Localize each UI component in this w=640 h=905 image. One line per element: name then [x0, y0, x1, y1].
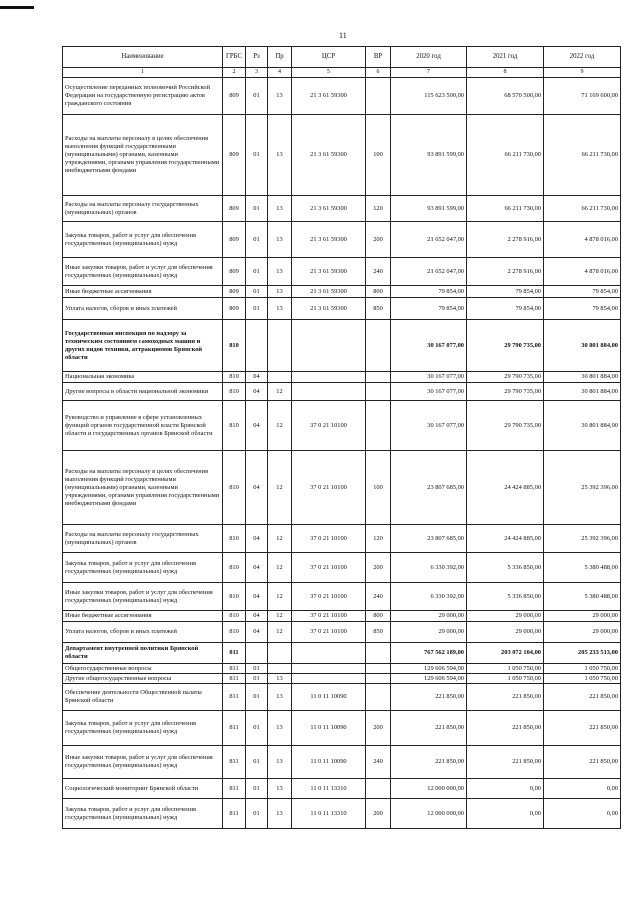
- vr-cell: 240: [366, 258, 391, 286]
- amount-2020-cell: 30 167 077,00: [391, 401, 467, 451]
- amount-2022-cell: 25 392 396,00: [544, 451, 621, 525]
- csr-cell: 37 0 21 10100: [292, 451, 366, 525]
- vr-cell: [366, 779, 391, 799]
- csr-cell: 21 3 61 59300: [292, 115, 366, 196]
- amount-2020-cell: 129 606 594,00: [391, 664, 467, 674]
- row-name-cell: Расходы на выплаты персоналу в целях обеспечения выполнения функций государственными (муниципальными) органами, казенными учреждениями, органами управления государственными внебюджетными фондами: [63, 115, 223, 196]
- table-row: [63, 674, 621, 684]
- csr-cell: 11 0 11 10090: [292, 746, 366, 779]
- vr-cell: 100: [366, 115, 391, 196]
- header-cell: Рз: [246, 47, 268, 68]
- amount-2022-cell: 25 392 396,00: [544, 525, 621, 553]
- rz-cell: 04: [246, 372, 268, 383]
- amount-2022-cell: 30 801 884,00: [544, 383, 621, 401]
- header-cell: Пр: [268, 47, 292, 68]
- rz-cell: 01: [246, 258, 268, 286]
- rz-cell: 04: [246, 383, 268, 401]
- table-row: [63, 196, 621, 222]
- rz-cell: 01: [246, 664, 268, 674]
- amount-2021-cell: 1 050 750,00: [467, 664, 544, 674]
- grbs-cell: 810: [223, 372, 246, 383]
- csr-cell: 21 3 61 59300: [292, 196, 366, 222]
- amount-2020-cell: 221 850,00: [391, 711, 467, 746]
- grbs-cell: 810: [223, 525, 246, 553]
- pr-cell: [268, 320, 292, 372]
- grbs-cell: 811: [223, 674, 246, 684]
- table-row: [63, 622, 621, 643]
- row-name-cell: Другие вопросы в области национальной экономики: [63, 383, 223, 401]
- column-index-row: [63, 68, 621, 78]
- vr-cell: 120: [366, 525, 391, 553]
- row-name-cell: Осуществление переданных полномочий Российской Федерации на государственную регистрацию актов гражданского состояния: [63, 78, 223, 115]
- amount-2022-cell: 205 233 513,00: [544, 643, 621, 664]
- amount-2022-cell: 221 850,00: [544, 746, 621, 779]
- amount-2020-cell: 6 330 392,00: [391, 553, 467, 583]
- amount-2022-cell: 66 211 730,00: [544, 115, 621, 196]
- row-name-cell: Закупка товаров, работ и услуг для обеспечения государственных (муниципальных) нужд: [63, 222, 223, 258]
- pr-cell: 12: [268, 525, 292, 553]
- amount-2021-cell: 29 790 735,00: [467, 383, 544, 401]
- csr-cell: 21 3 61 59300: [292, 222, 366, 258]
- row-name-cell: Иные бюджетные ассигнования: [63, 611, 223, 622]
- amount-2022-cell: 221 850,00: [544, 711, 621, 746]
- row-name-cell: Обеспечение деятельности Общественной палаты Брянской области: [63, 684, 223, 711]
- grbs-cell: 811: [223, 664, 246, 674]
- amount-2021-cell: 5 336 850,00: [467, 583, 544, 611]
- pr-cell: [268, 664, 292, 674]
- csr-cell: 11 0 11 13310: [292, 779, 366, 799]
- amount-2021-cell: 29 790 735,00: [467, 372, 544, 383]
- grbs-cell: 809: [223, 196, 246, 222]
- csr-cell: 21 3 61 59300: [292, 78, 366, 115]
- table-row: [63, 611, 621, 622]
- amount-2022-cell: 5 380 488,00: [544, 553, 621, 583]
- pr-cell: 12: [268, 583, 292, 611]
- rz-cell: 01: [246, 298, 268, 320]
- amount-2022-cell: 4 878 016,00: [544, 258, 621, 286]
- vr-cell: [366, 664, 391, 674]
- row-name-cell: Уплата налогов, сборов и иных платежей: [63, 622, 223, 643]
- header-cell: 2022 год: [544, 47, 621, 68]
- amount-2021-cell: 203 072 104,00: [467, 643, 544, 664]
- row-name-cell: Закупка товаров, работ и услуг для обеспечения государственных (муниципальных) нужд: [63, 711, 223, 746]
- amount-2021-cell: 2 278 916,00: [467, 258, 544, 286]
- csr-cell: 21 3 61 59300: [292, 286, 366, 298]
- index-cell: 2: [223, 68, 246, 78]
- amount-2021-cell: 79 854,00: [467, 298, 544, 320]
- grbs-cell: 811: [223, 799, 246, 829]
- vr-cell: [366, 320, 391, 372]
- row-name-cell: Национальная экономика: [63, 372, 223, 383]
- amount-2020-cell: 79 854,00: [391, 298, 467, 320]
- grbs-cell: 810: [223, 622, 246, 643]
- amount-2022-cell: 66 211 730,00: [544, 196, 621, 222]
- vr-cell: 200: [366, 799, 391, 829]
- row-name-cell: Иные бюджетные ассигнования: [63, 286, 223, 298]
- table-row: [63, 664, 621, 674]
- rz-cell: 04: [246, 401, 268, 451]
- rz-cell: 04: [246, 611, 268, 622]
- pr-cell: 13: [268, 298, 292, 320]
- pr-cell: 13: [268, 684, 292, 711]
- csr-cell: 11 0 11 13310: [292, 799, 366, 829]
- amount-2021-cell: 221 850,00: [467, 711, 544, 746]
- grbs-cell: 809: [223, 115, 246, 196]
- amount-2020-cell: 6 330 392,00: [391, 583, 467, 611]
- csr-cell: 11 0 11 10090: [292, 711, 366, 746]
- amount-2021-cell: 221 850,00: [467, 684, 544, 711]
- pr-cell: 13: [268, 711, 292, 746]
- table-row: [63, 779, 621, 799]
- vr-cell: 200: [366, 553, 391, 583]
- pr-cell: 13: [268, 258, 292, 286]
- amount-2021-cell: 66 211 730,00: [467, 196, 544, 222]
- index-cell: 6: [366, 68, 391, 78]
- pr-cell: 12: [268, 401, 292, 451]
- row-name-cell: Расходы на выплаты персоналу государственных (муниципальных) органов: [63, 196, 223, 222]
- table-row: [63, 115, 621, 196]
- amount-2020-cell: 767 562 189,00: [391, 643, 467, 664]
- row-name-cell: Расходы на выплаты персоналу государственных (муниципальных) органов: [63, 525, 223, 553]
- row-name-cell: Департамент внутренней политики Брянской области: [63, 643, 223, 664]
- amount-2022-cell: 29 000,00: [544, 611, 621, 622]
- row-name-cell: Другие общегосударственные вопросы: [63, 674, 223, 684]
- index-cell: 8: [467, 68, 544, 78]
- vr-cell: [366, 401, 391, 451]
- table-row: [63, 78, 621, 115]
- row-name-cell: Иные закупки товаров, работ и услуг для обеспечения государственных (муниципальных) нужд: [63, 583, 223, 611]
- rz-cell: 04: [246, 525, 268, 553]
- amount-2021-cell: 2 278 916,00: [467, 222, 544, 258]
- amount-2020-cell: 221 850,00: [391, 746, 467, 779]
- pr-cell: 12: [268, 622, 292, 643]
- amount-2020-cell: 29 000,00: [391, 611, 467, 622]
- amount-2021-cell: 79 854,00: [467, 286, 544, 298]
- index-cell: 5: [292, 68, 366, 78]
- pr-cell: 13: [268, 196, 292, 222]
- row-name-cell: Иные закупки товаров, работ и услуг для обеспечения государственных (муниципальных) нужд: [63, 258, 223, 286]
- amount-2022-cell: 71 169 600,00: [544, 78, 621, 115]
- amount-2021-cell: 24 424 885,00: [467, 451, 544, 525]
- table-row: [63, 583, 621, 611]
- rz-cell: 01: [246, 799, 268, 829]
- amount-2021-cell: 29 000,00: [467, 611, 544, 622]
- amount-2022-cell: 29 000,00: [544, 622, 621, 643]
- grbs-cell: 810: [223, 383, 246, 401]
- table-row: [63, 258, 621, 286]
- amount-2021-cell: 66 211 730,00: [467, 115, 544, 196]
- grbs-cell: 809: [223, 286, 246, 298]
- table-row: [63, 643, 621, 664]
- table-row: [63, 320, 621, 372]
- amount-2020-cell: 12 000 000,00: [391, 779, 467, 799]
- vr-cell: [366, 643, 391, 664]
- vr-cell: [366, 372, 391, 383]
- pr-cell: 13: [268, 779, 292, 799]
- amount-2022-cell: 30 801 884,00: [544, 401, 621, 451]
- csr-cell: 37 0 21 10100: [292, 622, 366, 643]
- pr-cell: 13: [268, 799, 292, 829]
- amount-2022-cell: 79 854,00: [544, 298, 621, 320]
- rz-cell: 01: [246, 674, 268, 684]
- grbs-cell: 810: [223, 553, 246, 583]
- amount-2022-cell: 30 801 884,00: [544, 372, 621, 383]
- amount-2022-cell: 0,00: [544, 799, 621, 829]
- vr-cell: 120: [366, 196, 391, 222]
- pr-cell: 13: [268, 115, 292, 196]
- pr-cell: 12: [268, 383, 292, 401]
- csr-cell: [292, 664, 366, 674]
- table-row: [63, 401, 621, 451]
- pr-cell: 13: [268, 674, 292, 684]
- amount-2021-cell: 221 850,00: [467, 746, 544, 779]
- pr-cell: [268, 643, 292, 664]
- index-cell: 1: [63, 68, 223, 78]
- table-row: [63, 298, 621, 320]
- amount-2022-cell: 30 801 884,00: [544, 320, 621, 372]
- vr-cell: 240: [366, 583, 391, 611]
- csr-cell: 37 0 21 10100: [292, 401, 366, 451]
- row-name-cell: Социологический мониторинг Брянской области: [63, 779, 223, 799]
- amount-2022-cell: 0,00: [544, 779, 621, 799]
- amount-2020-cell: 29 000,00: [391, 622, 467, 643]
- csr-cell: [292, 372, 366, 383]
- grbs-cell: 809: [223, 298, 246, 320]
- rz-cell: 04: [246, 553, 268, 583]
- amount-2020-cell: 12 000 000,00: [391, 799, 467, 829]
- amount-2022-cell: 79 854,00: [544, 286, 621, 298]
- amount-2021-cell: 29 000,00: [467, 622, 544, 643]
- amount-2020-cell: 79 854,00: [391, 286, 467, 298]
- rz-cell: [246, 320, 268, 372]
- grbs-cell: 810: [223, 451, 246, 525]
- grbs-cell: 809: [223, 78, 246, 115]
- grbs-cell: 811: [223, 643, 246, 664]
- scan-edge-mark: [0, 6, 34, 9]
- csr-cell: [292, 643, 366, 664]
- pr-cell: [268, 372, 292, 383]
- vr-cell: 800: [366, 611, 391, 622]
- amount-2020-cell: 30 167 077,00: [391, 372, 467, 383]
- row-name-cell: Расходы на выплаты персоналу в целях обеспечения выполнения функций государственными (муниципальными) органами, казенными учреждениями, органами управления государственными внебюджетными фондами: [63, 451, 223, 525]
- page-number: 11: [339, 31, 347, 40]
- vr-cell: 850: [366, 622, 391, 643]
- grbs-cell: 810: [223, 401, 246, 451]
- grbs-cell: 811: [223, 746, 246, 779]
- pr-cell: 12: [268, 611, 292, 622]
- index-cell: 7: [391, 68, 467, 78]
- table-row: [63, 372, 621, 383]
- table-body: [63, 78, 621, 829]
- header-cell: ЦСР: [292, 47, 366, 68]
- rz-cell: 01: [246, 286, 268, 298]
- vr-cell: [366, 684, 391, 711]
- amount-2020-cell: 23 807 685,00: [391, 525, 467, 553]
- row-name-cell: Закупка товаров, работ и услуг для обеспечения государственных (муниципальных) нужд: [63, 799, 223, 829]
- amount-2021-cell: 24 424 885,00: [467, 525, 544, 553]
- amount-2020-cell: 23 807 685,00: [391, 451, 467, 525]
- csr-cell: 37 0 21 10100: [292, 553, 366, 583]
- amount-2020-cell: 221 850,00: [391, 684, 467, 711]
- csr-cell: [292, 383, 366, 401]
- table-row: [63, 711, 621, 746]
- pr-cell: 12: [268, 553, 292, 583]
- budget-table: [62, 46, 621, 829]
- rz-cell: 01: [246, 222, 268, 258]
- row-name-cell: Общегосударственные вопросы: [63, 664, 223, 674]
- header-cell: ВР: [366, 47, 391, 68]
- pr-cell: 13: [268, 746, 292, 779]
- amount-2021-cell: 5 336 850,00: [467, 553, 544, 583]
- table-row: [63, 525, 621, 553]
- table-row: [63, 383, 621, 401]
- amount-2022-cell: 1 050 750,00: [544, 674, 621, 684]
- csr-cell: 37 0 21 10100: [292, 525, 366, 553]
- csr-cell: 21 3 61 59300: [292, 298, 366, 320]
- csr-cell: [292, 320, 366, 372]
- amount-2020-cell: 21 652 047,00: [391, 258, 467, 286]
- grbs-cell: 811: [223, 779, 246, 799]
- grbs-cell: 810: [223, 320, 246, 372]
- index-cell: 9: [544, 68, 621, 78]
- rz-cell: 04: [246, 622, 268, 643]
- amount-2022-cell: 4 878 016,00: [544, 222, 621, 258]
- vr-cell: 200: [366, 222, 391, 258]
- header-cell: 2020 год: [391, 47, 467, 68]
- csr-cell: [292, 674, 366, 684]
- rz-cell: 01: [246, 746, 268, 779]
- csr-cell: 37 0 21 10100: [292, 611, 366, 622]
- csr-cell: 11 0 11 10090: [292, 684, 366, 711]
- header-cell: Наименование: [63, 47, 223, 68]
- pr-cell: 12: [268, 451, 292, 525]
- grbs-cell: 810: [223, 611, 246, 622]
- amount-2021-cell: 0,00: [467, 799, 544, 829]
- grbs-cell: 809: [223, 222, 246, 258]
- rz-cell: 04: [246, 583, 268, 611]
- amount-2020-cell: 93 891 599,00: [391, 196, 467, 222]
- row-name-cell: Государственная инспекция по надзору за техническим состоянием самоходных машин и других видов техники, аттракционов Брянской области: [63, 320, 223, 372]
- amount-2020-cell: 93 891 599,00: [391, 115, 467, 196]
- rz-cell: 01: [246, 115, 268, 196]
- row-name-cell: Руководство и управление в сфере установленных функций органов государственной власти Брянской области и государственных органов Брянской области: [63, 401, 223, 451]
- rz-cell: [246, 643, 268, 664]
- amount-2020-cell: 115 623 500,00: [391, 78, 467, 115]
- table-row: [63, 746, 621, 779]
- pr-cell: 13: [268, 222, 292, 258]
- amount-2020-cell: 21 652 047,00: [391, 222, 467, 258]
- amount-2021-cell: 29 790 735,00: [467, 320, 544, 372]
- pr-cell: 13: [268, 286, 292, 298]
- grbs-cell: 810: [223, 583, 246, 611]
- vr-cell: [366, 674, 391, 684]
- rz-cell: 01: [246, 779, 268, 799]
- rz-cell: 01: [246, 711, 268, 746]
- amount-2021-cell: 29 790 735,00: [467, 401, 544, 451]
- table-row: [63, 553, 621, 583]
- grbs-cell: 809: [223, 258, 246, 286]
- amount-2021-cell: 0,00: [467, 779, 544, 799]
- table-row: [63, 451, 621, 525]
- index-cell: 3: [246, 68, 268, 78]
- amount-2021-cell: 1 050 750,00: [467, 674, 544, 684]
- table-row: [63, 286, 621, 298]
- amount-2021-cell: 68 570 500,00: [467, 78, 544, 115]
- table-row: [63, 684, 621, 711]
- vr-cell: 800: [366, 286, 391, 298]
- row-name-cell: Иные закупки товаров, работ и услуг для обеспечения государственных (муниципальных) нужд: [63, 746, 223, 779]
- vr-cell: [366, 383, 391, 401]
- header-cell: 2021 год: [467, 47, 544, 68]
- rz-cell: 01: [246, 684, 268, 711]
- table-row: [63, 799, 621, 829]
- row-name-cell: Закупка товаров, работ и услуг для обеспечения государственных (муниципальных) нужд: [63, 553, 223, 583]
- amount-2020-cell: 129 606 594,00: [391, 674, 467, 684]
- grbs-cell: 811: [223, 684, 246, 711]
- vr-cell: 850: [366, 298, 391, 320]
- rz-cell: 04: [246, 451, 268, 525]
- header-cell: ГРБС: [223, 47, 246, 68]
- amount-2022-cell: 221 850,00: [544, 684, 621, 711]
- rz-cell: 01: [246, 196, 268, 222]
- vr-cell: 100: [366, 451, 391, 525]
- amount-2022-cell: 5 380 488,00: [544, 583, 621, 611]
- csr-cell: 21 3 61 59300: [292, 258, 366, 286]
- header-row: [63, 47, 621, 68]
- table-row: [63, 222, 621, 258]
- amount-2020-cell: 30 167 077,00: [391, 383, 467, 401]
- amount-2020-cell: 30 167 077,00: [391, 320, 467, 372]
- pr-cell: 13: [268, 78, 292, 115]
- index-cell: 4: [268, 68, 292, 78]
- vr-cell: 200: [366, 711, 391, 746]
- csr-cell: 37 0 21 10100: [292, 583, 366, 611]
- rz-cell: 01: [246, 78, 268, 115]
- vr-cell: [366, 78, 391, 115]
- amount-2022-cell: 1 050 750,00: [544, 664, 621, 674]
- grbs-cell: 811: [223, 711, 246, 746]
- row-name-cell: Уплата налогов, сборов и иных платежей: [63, 298, 223, 320]
- vr-cell: 240: [366, 746, 391, 779]
